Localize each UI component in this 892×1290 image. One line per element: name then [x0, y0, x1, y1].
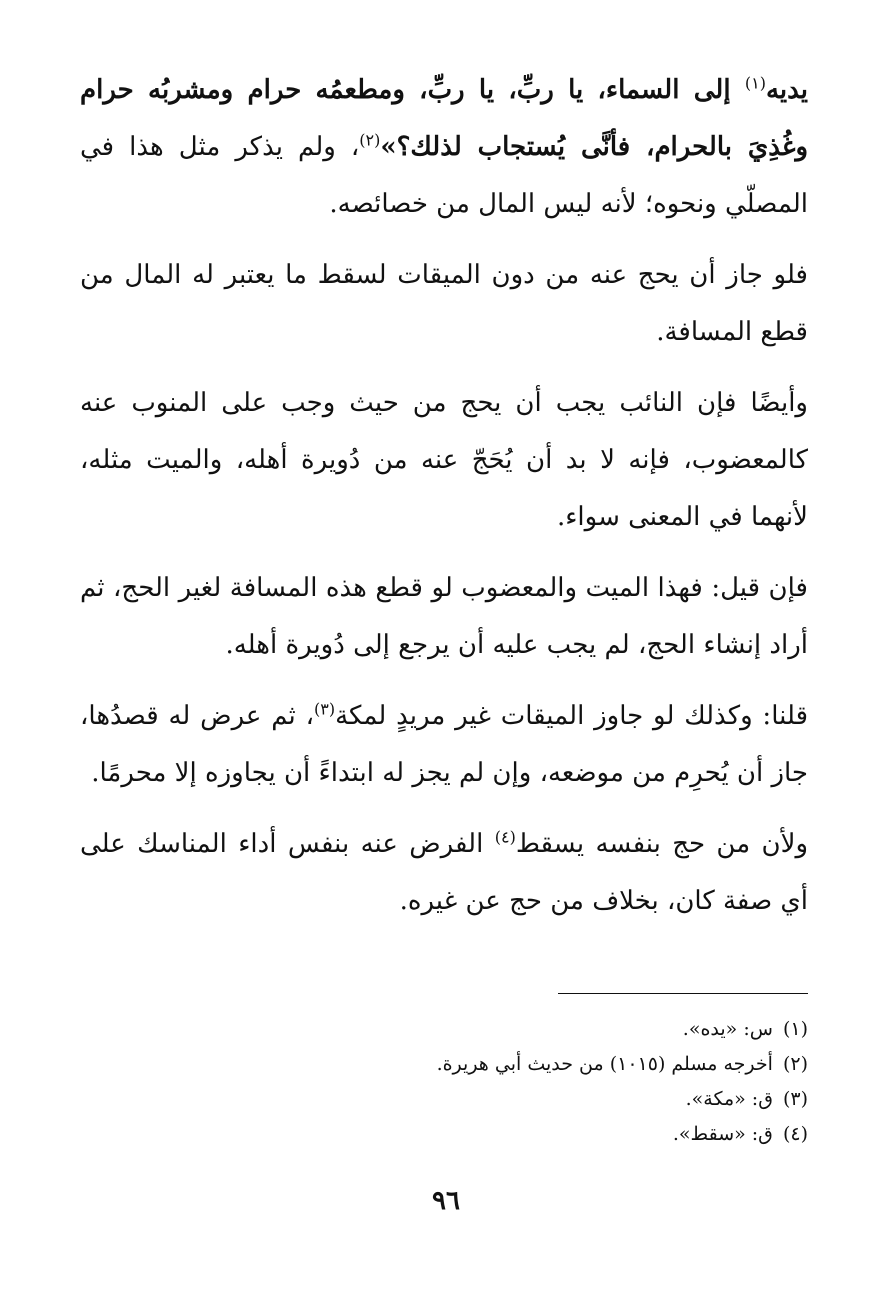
footnotes — [80, 1012, 808, 1152]
footnote-number: (٤) — [782, 1123, 808, 1145]
footnote-marker: (٢) — [359, 130, 381, 150]
footnote-item — [80, 1047, 808, 1082]
footnote-text: أخرجه مسلم (١٠١٥) من حديث أبي هريرة. — [436, 1053, 773, 1075]
footnote-number: (٢) — [782, 1053, 808, 1075]
paragraph — [80, 62, 808, 233]
paragraph-text: فلو جاز أن يحج عنه من دون الميقات لسقط ما يعتبر له المال من قطع المسافة. — [80, 260, 808, 347]
paragraph-text: الفرض عنه بنفس أداء المناسك على أي صفة كان، بخلاف من حج عن غيره. — [80, 829, 808, 916]
paragraph — [80, 816, 808, 930]
footnote-marker: (١) — [744, 73, 766, 93]
paragraph-text: فإن قيل: فهذا الميت والمعضوب لو قطع هذه المسافة لغير الحج، ثم أراد إنشاء الحج، لم يجب عليه أن يرجع إلى دُويرة أهله. — [80, 573, 808, 660]
footnote-item — [80, 1082, 808, 1117]
footnote-number: (١) — [782, 1018, 808, 1040]
footnote-item — [80, 1012, 808, 1047]
paragraph-text: ، ولم يذكر مثل هذا في المصلّي ونحوه؛ لأنه ليس المال من خصائصه. — [80, 132, 808, 219]
paragraph — [80, 688, 808, 802]
footnote-marker: (٤) — [494, 827, 516, 847]
quoted-hadith-text: يديه — [765, 75, 808, 105]
paragraph-text: ولأن من حج بنفسه يسقط — [515, 829, 809, 859]
paragraph-text: وأيضًا فإن النائب يجب أن يحج من حيث وجب على المنوب عنه كالمعضوب، فإنه لا بد أن يُحَجّ عنه من دُويرة أهله، والميت مثله، لأنهما في المعنى سواء. — [80, 388, 808, 532]
paragraph — [80, 560, 808, 674]
footnote-text: ق: «سقط». — [672, 1123, 773, 1145]
footnote-marker: (٣) — [314, 699, 336, 719]
quoted-hadith-text: إلى السماء، يا ربِّ، يا ربِّ، ومطعمُه حرام ومشربُه حرام وغُذِيَ بالحرام، فأنَّى يُستجاب لذلك؟» — [80, 75, 808, 162]
page-number: ٩٦ — [432, 1186, 460, 1216]
paragraph — [80, 247, 808, 361]
footnote-separator — [558, 993, 808, 994]
footnote-item — [80, 1117, 808, 1152]
paragraph-text: ، ثم عرض له قصدُها، جاز أن يُحرِم من موضعه، وإن لم يجز له ابتداءً أن يجاوزه إلا محرمًا. — [80, 701, 808, 788]
footnote-text: س: «يده». — [682, 1018, 773, 1040]
paragraph — [80, 375, 808, 546]
paragraph-text: قلنا: وكذلك لو جاوز الميقات غير مريدٍ لمكة — [335, 701, 809, 731]
footnote-text: ق: «مكة». — [685, 1088, 773, 1110]
main-text — [80, 62, 808, 944]
footnote-number: (٣) — [782, 1088, 808, 1110]
